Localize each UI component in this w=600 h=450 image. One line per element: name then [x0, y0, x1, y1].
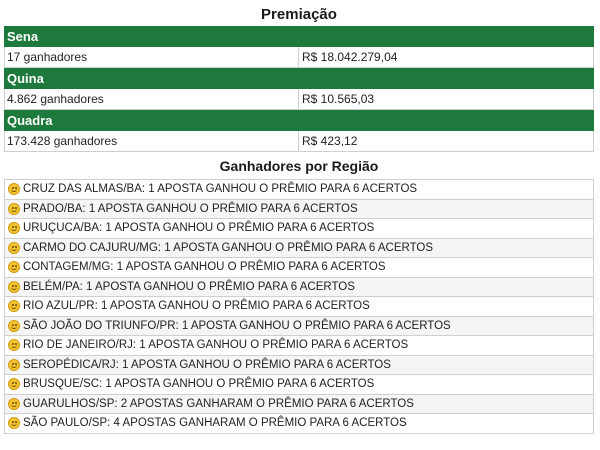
tier-quadra — [4, 110, 594, 152]
smiley-icon — [8, 300, 20, 312]
region-text: GUARULHOS/SP: 2 APOSTAS GANHARAM O PRÊMIO PARA 6 ACERTOS — [23, 397, 414, 410]
smiley-icon — [8, 261, 20, 273]
tier-header: Quina — [4, 68, 594, 89]
tier-winners: 17 ganhadores — [7, 50, 88, 64]
list-item — [4, 414, 594, 434]
smiley-icon — [8, 242, 20, 254]
tier-header: Sena — [4, 26, 594, 47]
smiley-icon — [8, 203, 20, 215]
region-text: SÃO JOÃO DO TRIUNFO/PR: 1 APOSTA GANHOU O PRÊMIO PARA 6 ACERTOS — [23, 319, 451, 332]
list-item — [4, 336, 594, 356]
smiley-icon — [8, 183, 20, 195]
list-item — [4, 239, 594, 259]
list-item — [4, 278, 594, 298]
tier-row — [4, 47, 594, 68]
region-text: CARMO DO CAJURU/MG: 1 APOSTA GANHOU O PRÊMIO PARA 6 ACERTOS — [23, 241, 434, 254]
regions-list — [4, 179, 594, 434]
list-item — [4, 317, 594, 337]
list-item — [4, 375, 594, 395]
smiley-icon — [8, 222, 20, 234]
smiley-icon — [8, 320, 20, 332]
smiley-icon — [8, 281, 20, 293]
smiley-icon — [8, 378, 20, 390]
tier-sena — [4, 26, 594, 68]
list-item — [4, 180, 594, 200]
smiley-icon — [8, 359, 20, 371]
list-item — [4, 258, 594, 278]
tier-winners: 4.862 ganhadores — [7, 92, 104, 106]
tier-row — [4, 89, 594, 110]
region-text: SÃO PAULO/SP: 4 APOSTAS GANHARAM O PRÊMIO PARA 6 ACERTOS — [23, 417, 407, 430]
region-text: SEROPÉDICA/RJ: 1 APOSTA GANHOU O PRÊMIO PARA 6 ACERTOS — [23, 358, 391, 371]
list-item — [4, 395, 594, 415]
smiley-icon — [8, 398, 20, 410]
results-panel — [4, 0, 594, 434]
tier-prize: R$ 423,12 — [298, 131, 593, 151]
premiacao-title: Premiação — [261, 6, 337, 23]
region-text: PRADO/BA: 1 APOSTA GANHOU O PRÊMIO PARA 6 ACERTOS — [23, 202, 358, 215]
list-item — [4, 219, 594, 239]
region-text: CONTAGEM/MG: 1 APOSTA GANHOU O PRÊMIO PARA 6 ACERTOS — [23, 261, 386, 274]
smiley-icon — [8, 339, 20, 351]
regions-title: Ganhadores por Região — [219, 158, 379, 174]
list-item — [4, 356, 594, 376]
region-text: URUÇUCA/BA: 1 APOSTA GANHOU O PRÊMIO PARA 6 ACERTOS — [23, 222, 375, 235]
region-text: BELÉM/PA: 1 APOSTA GANHOU O PRÊMIO PARA 6 ACERTOS — [23, 280, 355, 293]
region-text: CRUZ DAS ALMAS/BA: 1 APOSTA GANHOU O PRÊMIO PARA 6 ACERTOS — [23, 183, 418, 196]
region-text: RIO AZUL/PR: 1 APOSTA GANHOU O PRÊMIO PARA 6 ACERTOS — [23, 300, 370, 313]
region-text: BRUSQUE/SC: 1 APOSTA GANHOU O PRÊMIO PARA 6 ACERTOS — [23, 378, 375, 391]
tier-winners: 173.428 ganhadores — [7, 134, 118, 148]
tier-header: Quadra — [4, 110, 594, 131]
tier-row — [4, 131, 594, 152]
tier-quina — [4, 68, 594, 110]
region-text: RIO DE JANEIRO/RJ: 1 APOSTA GANHOU O PRÊMIO PARA 6 ACERTOS — [23, 339, 409, 352]
list-item — [4, 297, 594, 317]
smiley-icon — [8, 417, 20, 429]
tier-prize: R$ 10.565,03 — [298, 89, 593, 109]
tier-prize: R$ 18.042.279,04 — [298, 47, 593, 67]
list-item — [4, 200, 594, 220]
